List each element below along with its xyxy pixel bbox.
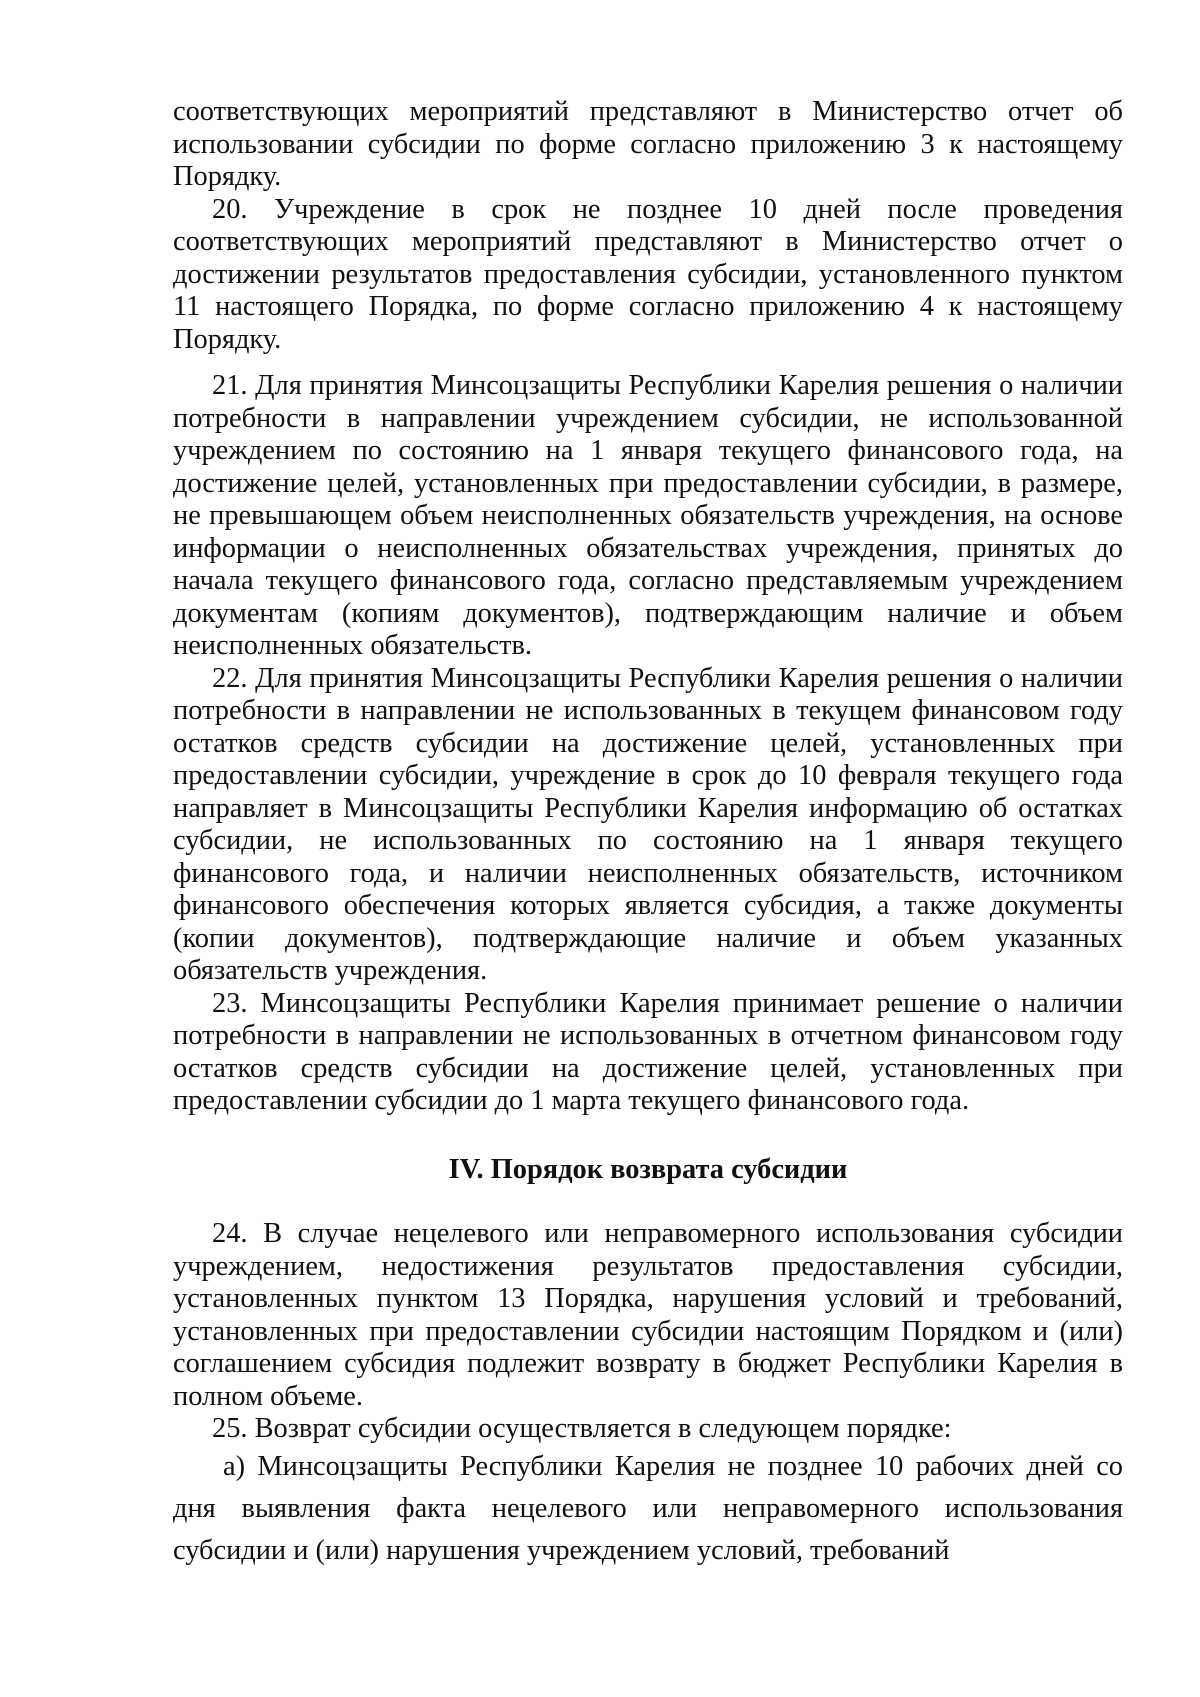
paragraph-25a: а) Минсоцзащиты Республики Карелия не позднее 10 рабочих дней со дня выявления факта нецелевого или неправомерного использования субсидии и (или) нарушения учреждением условий, требований — [173, 1450, 1123, 1566]
paragraph-23: 23. Минсоцзащиты Республики Карелия принимает решение о наличии потребности в направлении не использованных в отчетном финансовом году остатков средств субсидии на достижение целей, установленных при предоставлении субсидии до 1 марта текущего финансового года. — [173, 987, 1123, 1116]
document-page — [173, 96, 1123, 1572]
paragraph-21: 21. Для принятия Минсоцзащиты Республики Карелия решения о наличии потребности в направлении учреждением субсидии, не использованной учреждением по состоянию на 1 января текущего финансового года, на достижение целей, установленных при предоставлении субсидии, в размере, не превышающем объем неисполненных обязательств учреждения, на основе информации о неисполненных обязательствах учреждения, принятых до начала текущего финансового года, согласно представляемым учреждением документам (копиям документов), подтверждающим наличие и объем неисполненных обязательств. — [173, 370, 1123, 661]
paragraph-22: 22. Для принятия Минсоцзащиты Республики Карелия решения о наличии потребности в направлении не использованных в текущем финансовом году остатков средств субсидии на достижение целей, установленных при предоставлении субсидии, учреждение в срок до 10 февраля текущего года направляет в Минсоцзащиты Республики Карелия информацию об остатках субсидии, не использованных по состоянию на 1 января текущего финансового года, и наличии неисполненных обязательств, источником финансового обеспечения которых является субсидия, а также документы (копии документов), подтверждающие наличие и объем указанных обязательств учреждения. — [173, 662, 1123, 986]
paragraph-spacer — [173, 356, 1123, 370]
paragraph-20: 20. Учреждение в срок не позднее 10 дней после проведения соответствующих мероприятий представляют в Министерство отчет о достижении результатов предоставления субсидии, установленного пунктом 11 настоящего Порядка, по форме согласно приложению 4 к настоящему Порядку. — [173, 193, 1123, 355]
paragraph-continuation: соответствующих мероприятий представляют в Министерство отчет об использовании субсидии по форме согласно приложению 3 к настоящему Порядку. — [173, 96, 1123, 192]
paragraph-25: 25. Возврат субсидии осуществляется в следующем порядке: — [212, 1413, 952, 1444]
paragraph-24: 24. В случае нецелевого или неправомерного использования субсидии учреждением, недостижения результатов предоставления субсидии, установленных пунктом 13 Порядка, нарушения условий и требований, установленных при предоставлении субсидии настоящим Порядком и (или) соглашением субсидия подлежит возврату в бюджет Республики Карелия в полном объеме. — [173, 1218, 1123, 1412]
section-heading: IV. Порядок возврата субсидии — [448, 1153, 848, 1185]
